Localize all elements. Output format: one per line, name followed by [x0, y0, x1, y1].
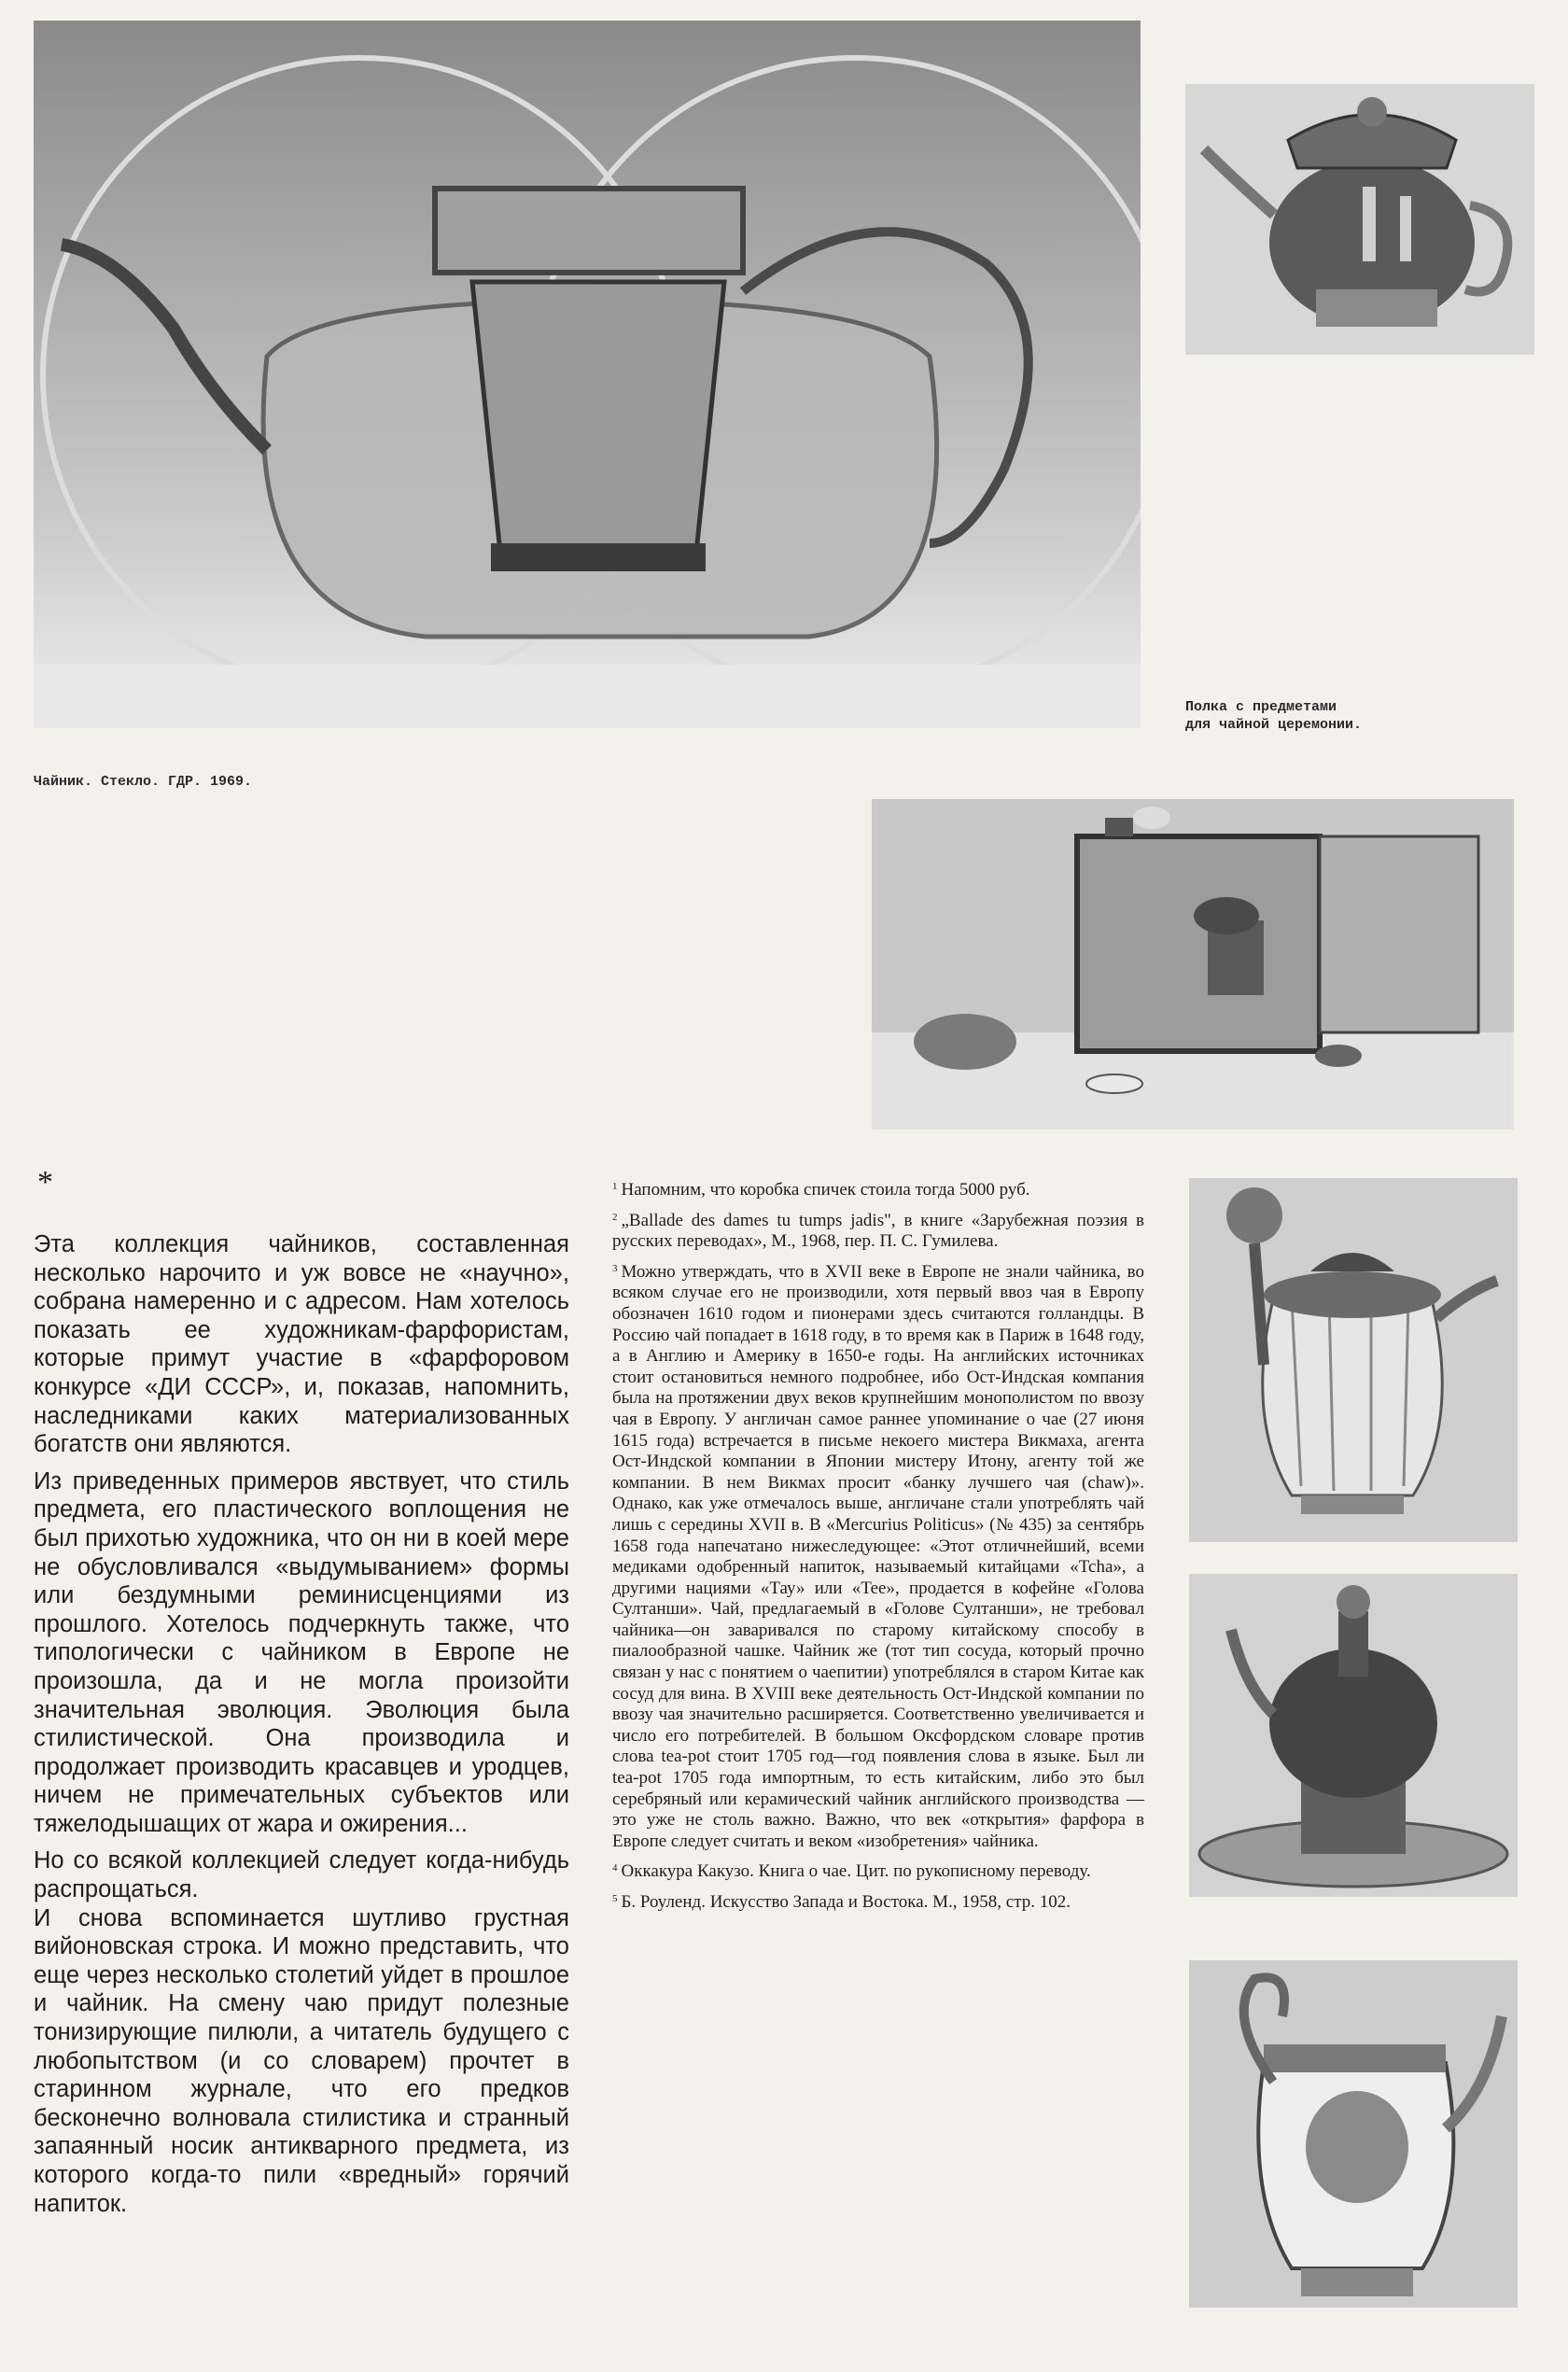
footnote-number: 5 [612, 1893, 618, 1904]
footnote-number: 3 [612, 1262, 618, 1274]
footnote-text: Напомним, что коробка спичек стоила тогда 5000 руб. [621, 1180, 1030, 1200]
tea-shelf-photo [872, 799, 1514, 1130]
jasper-teapot-photo [1185, 84, 1534, 355]
footnote-number: 1 [612, 1181, 618, 1192]
tea-shelf-caption [1185, 698, 1465, 734]
article-paragraph-1: Эта коллекция чайников, составленная несколько нарочито и уж вовсе не «научно», собрана намеренно и с адресом. Нам хотелось показать ее художникам-фарфористам, которые примут участие в «фарфоровом конкурсе «ДИ СССР», и, показав, напомнить, наследниками каких материализованных богатств они являются. [34, 1231, 569, 1458]
footnote-number: 2 [612, 1211, 618, 1223]
footnote-text: Можно утверждать, что в XVII веке в Европе не знали чайника, во всяком случае его не производили, хотя первый ввоз чая в Европу обозначен 1610 годом и пионерами здесь считаются голландцы. В Россию чай попадает в 1618 году, в то время как в Париж в 1648 году, а в Англию и Америку в 1650-е годы. На английских источниках стоит остановиться немного подробнее, ибо Ост-Индская компания была на протяжении двух веков крупнейшим монополистом по ввозу чая в Европу. У англичан самое раннее упоминание о чае (27 июня 1615 года) встречается в письме некоего мистера Викмаха, агента Ост-Индской компании в Японии мистеру Итону, агенту той же компании. В нем Викмах просит «банку лучшего чая (chaw)». Однако, как уже отмечалось выше, англичане стали употреблять чай лишь с середины XVII в. В «Mercurius Politicus» (№ 435) за сентябрь 1658 года напечатано нижеследующее: «Этот отличнейший, всеми медиками одобренный напиток, называемый китайцами «Tcha», а другими нациями «Тау» или «Tee», продается в кофейне «Голова Султанши». Чай, предлагаемый в «Голове Султанши», не требовал чайника—он заваривался по старому китайскому способу в пиалообразной чашке. Чайник же (тот тип сосуда, который прочно связан у нас с понятием о чаепитии) употреблялся в старом Китае как сосуд для вина. В XVIII веке деятельность Ост-Индской компании по ввозу чая значительно расширяется. Соответственно увеличивается и число его потребителей. В большом Оксфордском словаре против слова tea-pot стоит 1705 год—год появления слова в языке. Был ли tea-pot 1705 года импортным, то есть китайским, либо это был серебряный или керамический чайник английского производства — это уже не столь важно. Важно, что век «открытия» фарфора в Европе следует считать и веком «изобретения» чайника. [612, 1261, 1144, 1851]
section-asterisk: * [37, 1165, 53, 1200]
footnotes [612, 1176, 1144, 1919]
footnote-3 [612, 1258, 1144, 1853]
footnote-1 [612, 1176, 1144, 1201]
tea-shelf-caption-line-2: для чайной церемонии. [1185, 717, 1363, 733]
article-paragraph-4: И снова вспоминается шутливо грустная вийоновская строка. И можно представить, что еще через несколько столетий уйдет в прошлое и чайник. На смену чаю придут полезные тонизирующие пилюли, а читатель будущего с любопытством (и со словарем) прочтет в старинном журнале, что его предков бесконечно волновала стилистика и странный запаянный носик антикварного предмета, из которого когда-то пили «вредный» горячий напиток. [34, 1904, 569, 2217]
earthenware-pot-photo [1189, 1574, 1518, 1897]
footnote-text: Оккакура Какузо. Книга о чае. Цит. по рукописному переводу. [621, 1861, 1091, 1882]
tea-shelf-caption-line-1: Полка с предметами [1185, 699, 1337, 715]
ribbed-teapot-photo [1189, 1178, 1518, 1542]
glass-teapot-caption: Чайник. Стекло. ГДР. 1969. [34, 774, 253, 790]
article-paragraph-3: Но со всякой коллекцией следует когда-нибудь распрощаться. [34, 1847, 569, 1903]
footnote-text: „Ballade des dames tu tumps jadis", в книге «Зарубежная поэзия в русских переводах», М., 1968, пер. П. С. Гумилева. [612, 1210, 1144, 1252]
footnote-2 [612, 1207, 1144, 1253]
painted-teapot-photo [1189, 1960, 1518, 2308]
glass-teapot-photo [34, 21, 1141, 728]
footnote-text: Б. Роуленд. Искусство Запада и Востока. М., 1958, стр. 102. [621, 1892, 1071, 1912]
article-paragraph-2: Из приведенных примеров явствует, что стиль предмета, его пластического воплощения не был прихотью художника, что он ни в коей мере не обусловливался «выдумыванием» формы или бездумными реминисценциями из прошлого. Хотелось подчеркнуть также, что типологически с чайником в Европе не произошла, да и не могла произойти значительная эволюция. Эволюция была стилистической. Она производила и продолжает производить красавцев и уродцев, ничем не примечательных субъектов или тяжелодышащих от жара и ожирения... [34, 1467, 569, 1837]
footnote-4 [612, 1858, 1144, 1883]
article-body [34, 1230, 569, 2226]
footnote-number: 4 [612, 1862, 618, 1874]
footnote-5 [612, 1888, 1144, 1914]
